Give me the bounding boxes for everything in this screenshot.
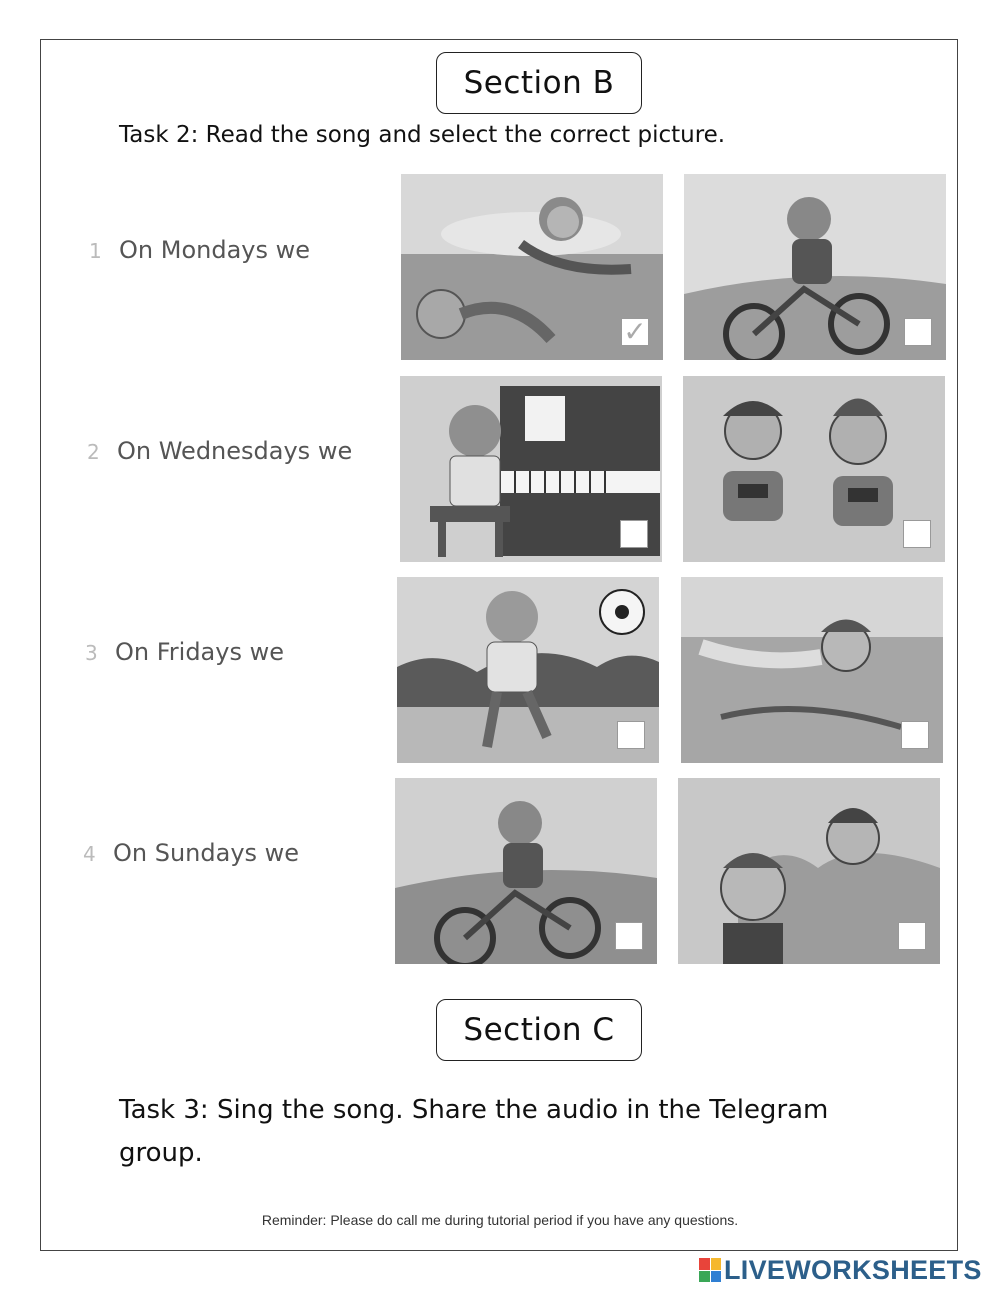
picture-checkbox[interactable] [620,520,648,548]
row-text: On Wednesdays we [117,437,353,465]
task-3-line-1: Task 3: Sing the song. Share the audio in the Telegram [119,1095,829,1125]
liveworksheets-brand[interactable] [699,1255,982,1285]
picture-checkbox[interactable] [621,315,649,348]
row-1-label [89,236,310,264]
liveworksheets-logo-icon [699,1258,721,1282]
row-2-label [87,437,352,465]
brand-name: LIVEWORKSHEETS [724,1254,982,1285]
picture-checkbox[interactable] [615,922,643,950]
task-2-instruction: Task 2: Read the song and select the correct picture. [119,122,726,148]
check-mark-icon: ✓ [623,315,647,348]
picture-video-games[interactable] [683,376,945,562]
picture-piano[interactable] [400,376,662,562]
picture-football[interactable] [397,577,659,763]
task-3-instruction [119,1089,828,1175]
row-3-label [85,638,284,666]
picture-girl-swimming[interactable] [681,577,943,763]
row-number: 1 [89,239,102,263]
row-text: On Mondays we [119,236,311,264]
picture-checkbox[interactable] [898,922,926,950]
picture-checkbox[interactable] [904,318,932,346]
picture-cycling[interactable] [684,174,946,360]
row-text: On Sundays we [113,839,300,867]
section-b-heading: Section B [436,52,642,114]
picture-checkbox[interactable] [901,721,929,749]
task-3-line-2: group. [119,1138,203,1168]
reminder-note: Reminder: Please do call me during tutorial period if you have any questions. [261,1212,739,1228]
row-number: 3 [85,641,98,665]
section-c-heading: Section C [436,999,642,1061]
row-number: 2 [87,440,100,464]
picture-swimming[interactable] [401,174,663,360]
row-4-label [83,839,299,867]
worksheet-page [40,39,958,1251]
picture-checkbox[interactable] [617,721,645,749]
row-text: On Fridays we [115,638,284,666]
row-number: 4 [83,842,96,866]
picture-cycling-2[interactable] [395,778,657,964]
picture-checkbox[interactable] [903,520,931,548]
picture-hiding[interactable] [678,778,940,964]
